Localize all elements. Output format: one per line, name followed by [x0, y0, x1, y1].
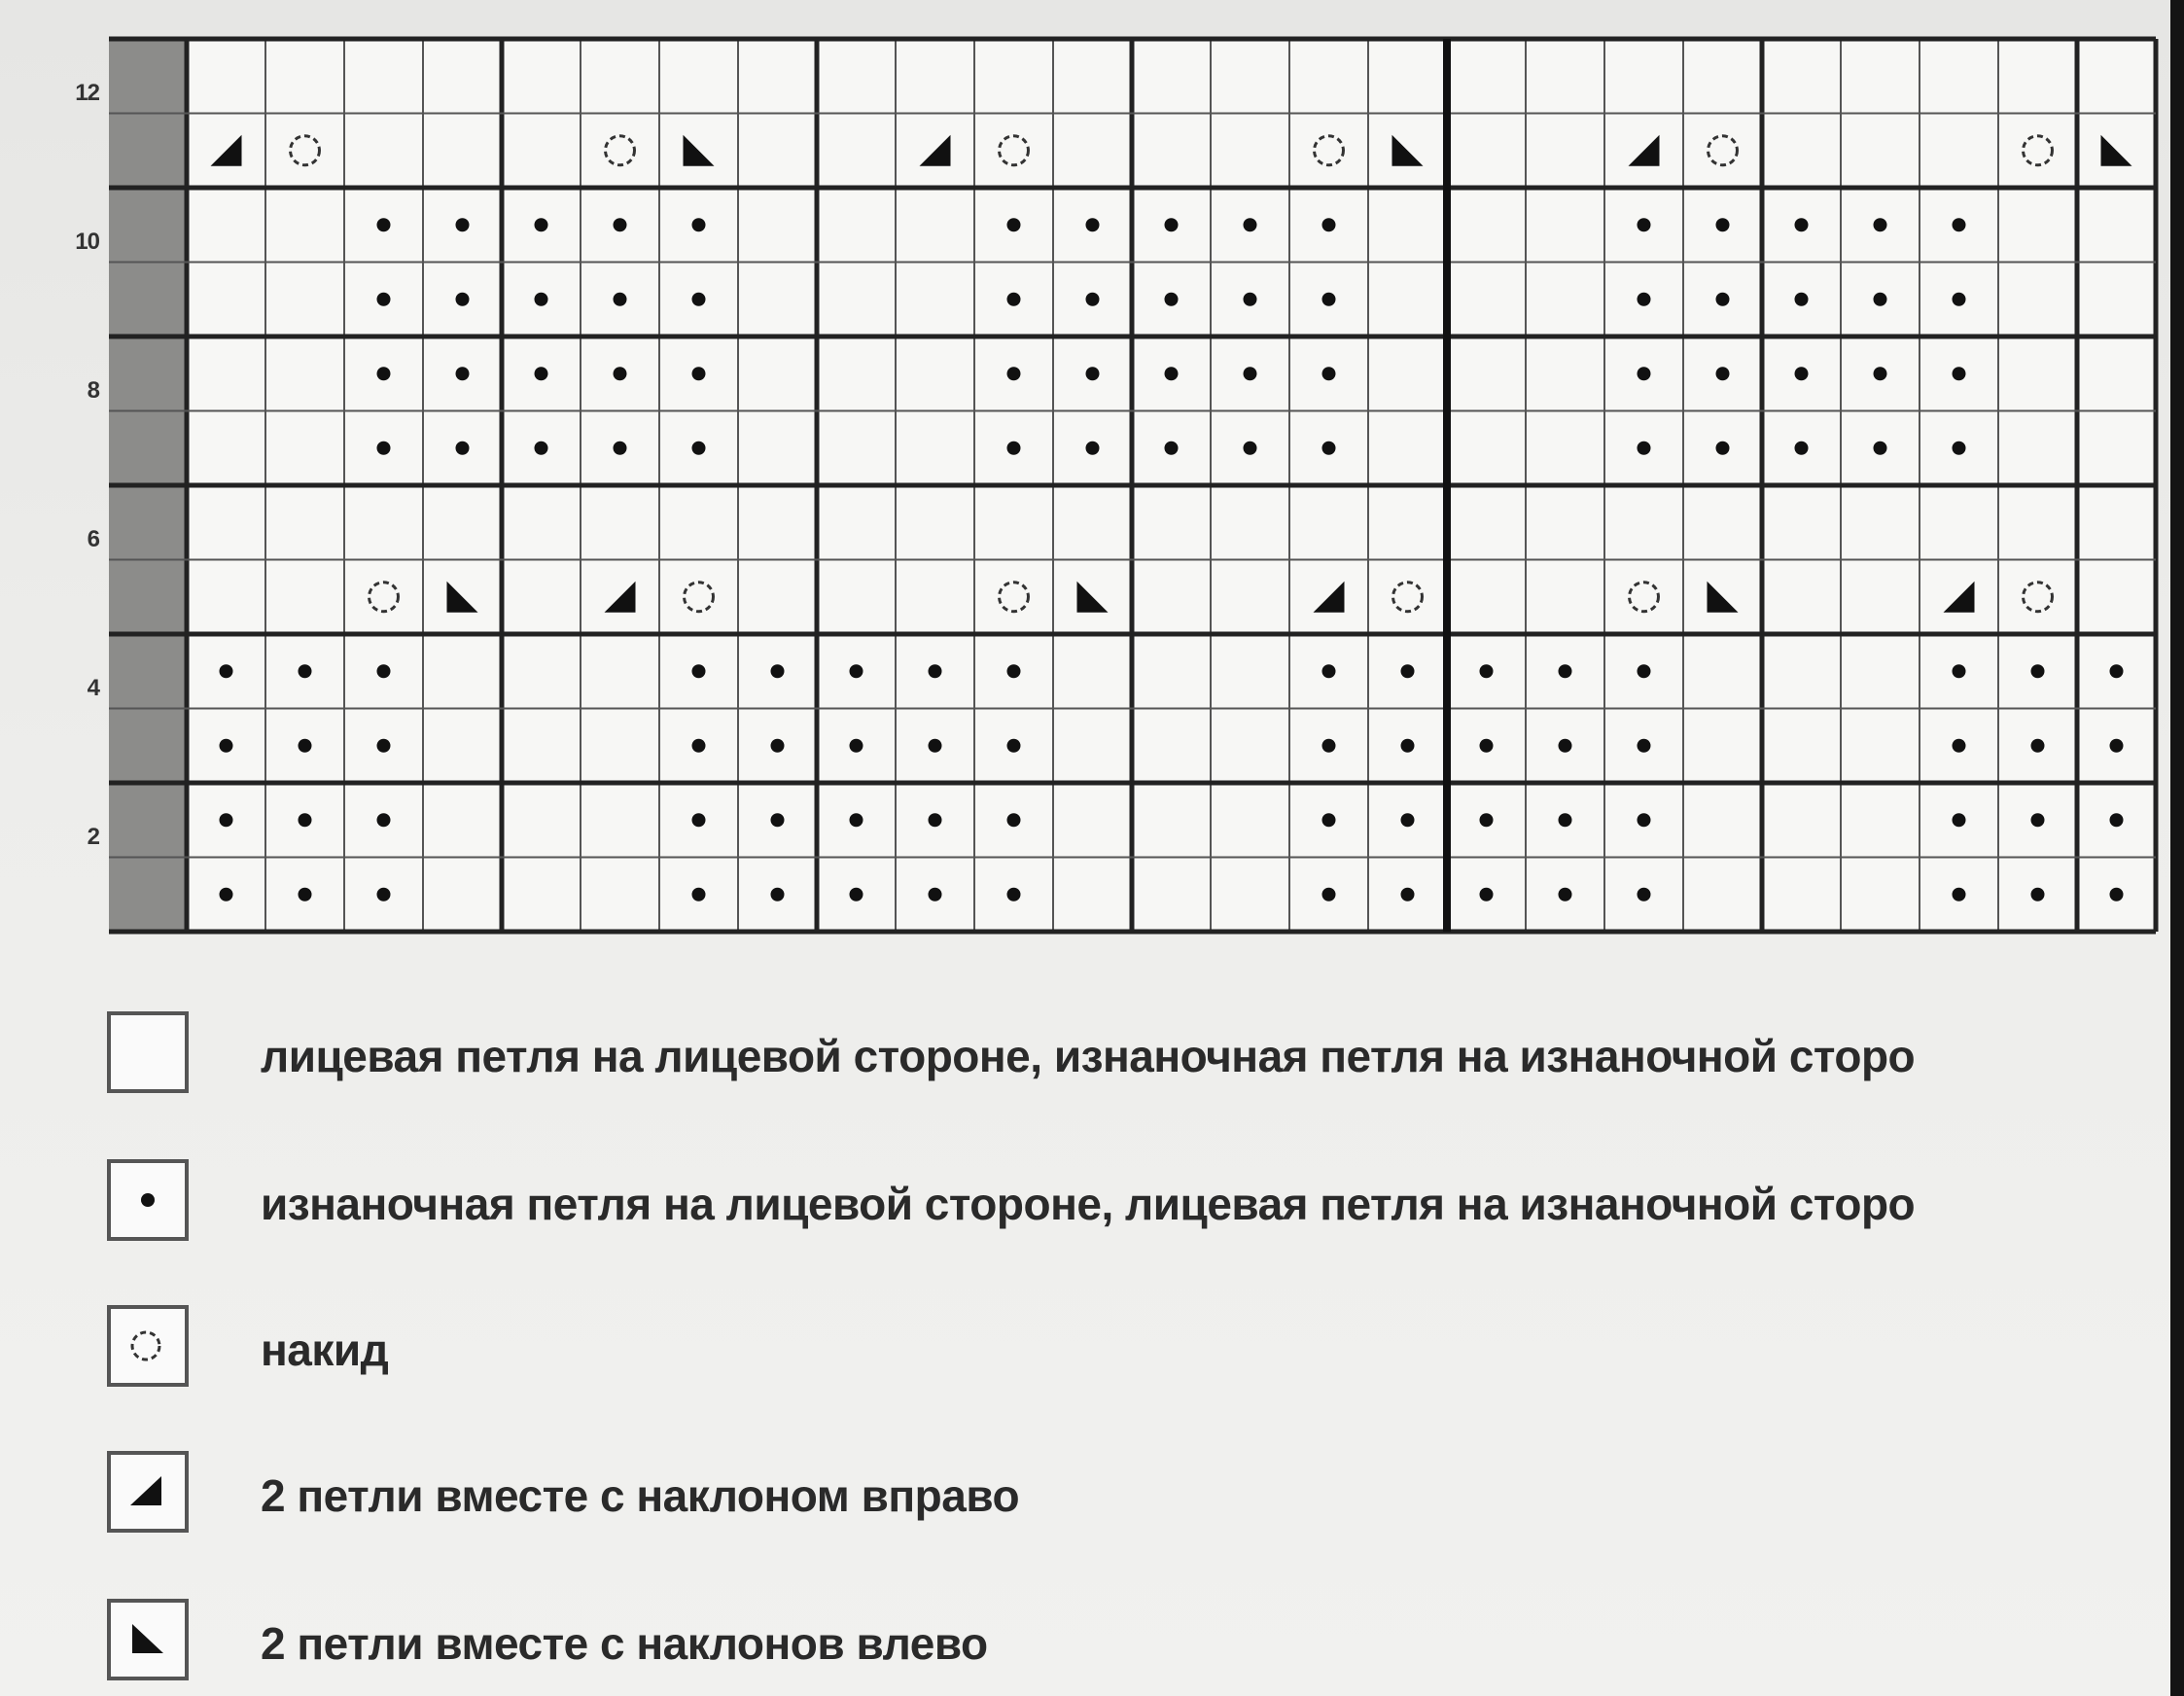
purl-stitch-symbol — [1401, 739, 1415, 753]
purl-stitch-symbol — [692, 739, 706, 753]
purl-stitch-symbol — [2031, 888, 2045, 901]
purl-stitch-symbol — [1795, 442, 1809, 455]
purl-stitch-symbol — [1795, 218, 1809, 231]
purl-stitch-symbol — [1007, 367, 1021, 380]
purl-stitch-symbol — [299, 813, 312, 827]
page-edge-shadow — [2170, 0, 2184, 1696]
purl-stitch-symbol — [2031, 739, 2045, 753]
purl-stitch-symbol — [377, 739, 391, 753]
purl-stitch-symbol — [377, 442, 391, 455]
legend-label: накид — [261, 1325, 389, 1375]
purl-stitch-symbol — [456, 293, 470, 306]
purl-stitch-symbol — [1322, 367, 1336, 380]
purl-stitch-symbol — [1638, 293, 1651, 306]
purl-stitch-symbol — [377, 813, 391, 827]
row-number-label: 6 — [87, 526, 99, 552]
purl-stitch-symbol — [2031, 664, 2045, 678]
purl-stitch-symbol — [1007, 664, 1021, 678]
purl-stitch-symbol — [220, 813, 233, 827]
purl-stitch-symbol — [377, 218, 391, 231]
purl-stitch-symbol — [1559, 739, 1572, 753]
purl-stitch-symbol — [1480, 664, 1494, 678]
purl-stitch-symbol — [614, 293, 627, 306]
purl-stitch-symbol — [850, 813, 863, 827]
purl-stitch-symbol — [1953, 664, 1966, 678]
purl-stitch-symbol — [2031, 813, 2045, 827]
purl-stitch-symbol — [1638, 739, 1651, 753]
purl-stitch-symbol — [220, 664, 233, 678]
purl-stitch-symbol — [1322, 664, 1336, 678]
purl-stitch-symbol — [1244, 442, 1257, 455]
row-number-label: 4 — [87, 675, 99, 701]
purl-stitch-symbol — [1716, 367, 1730, 380]
purl-stitch-symbol — [299, 888, 312, 901]
purl-stitch-symbol — [377, 293, 391, 306]
purl-stitch-symbol — [1795, 293, 1809, 306]
purl-stitch-symbol — [1007, 293, 1021, 306]
purl-stitch-symbol — [1086, 293, 1100, 306]
purl-stitch-symbol — [2110, 664, 2124, 678]
purl-stitch-symbol — [1874, 442, 1887, 455]
purl-stitch-symbol — [1244, 293, 1257, 306]
purl-stitch-symbol — [1716, 218, 1730, 231]
purl-stitch-symbol — [535, 293, 548, 306]
purl-stitch-symbol — [1244, 218, 1257, 231]
purl-stitch-symbol — [1401, 888, 1415, 901]
purl-stitch-symbol — [1322, 218, 1336, 231]
purl-stitch-symbol — [1401, 664, 1415, 678]
purl-stitch-symbol — [2110, 813, 2124, 827]
purl-stitch-symbol — [1953, 442, 1966, 455]
purl-stitch-symbol — [1007, 442, 1021, 455]
purl-stitch-symbol — [1953, 888, 1966, 901]
purl-stitch-symbol — [771, 813, 785, 827]
purl-stitch-symbol — [535, 218, 548, 231]
purl-stitch-symbol — [1874, 293, 1887, 306]
purl-stitch-symbol — [850, 739, 863, 753]
purl-stitch-symbol — [1953, 813, 1966, 827]
purl-stitch-symbol — [299, 739, 312, 753]
purl-stitch-symbol — [1953, 367, 1966, 380]
purl-stitch-symbol-icon — [107, 1159, 189, 1241]
purl-stitch-symbol — [1638, 888, 1651, 901]
purl-stitch-symbol — [1322, 293, 1336, 306]
purl-stitch-symbol — [692, 367, 706, 380]
purl-stitch-symbol — [1322, 442, 1336, 455]
purl-stitch-symbol — [771, 888, 785, 901]
purl-stitch-symbol — [850, 664, 863, 678]
row-number-label: 2 — [87, 824, 99, 850]
purl-stitch-symbol — [2110, 888, 2124, 901]
purl-stitch-symbol — [771, 664, 785, 678]
purl-stitch-symbol — [1480, 739, 1494, 753]
purl-stitch-symbol — [614, 367, 627, 380]
purl-stitch-symbol — [692, 218, 706, 231]
purl-stitch-symbol — [377, 664, 391, 678]
purl-stitch-symbol — [220, 888, 233, 901]
purl-stitch-symbol — [456, 367, 470, 380]
purl-stitch-symbol — [1638, 813, 1651, 827]
purl-stitch-symbol — [929, 664, 942, 678]
purl-stitch-symbol — [2110, 739, 2124, 753]
purl-stitch-symbol — [850, 888, 863, 901]
purl-stitch-symbol — [1165, 442, 1179, 455]
purl-stitch-symbol — [692, 813, 706, 827]
purl-stitch-symbol — [1007, 813, 1021, 827]
purl-stitch-symbol — [1007, 739, 1021, 753]
purl-stitch-symbol — [1559, 888, 1572, 901]
yarn-over-symbol-icon — [107, 1305, 189, 1387]
purl-stitch-symbol — [929, 739, 942, 753]
legend-label: изнаночная петля на лицевой стороне, лицевая петля на изнаночной сторо — [261, 1179, 1916, 1229]
purl-stitch-symbol — [1086, 442, 1100, 455]
purl-stitch-symbol — [1559, 664, 1572, 678]
purl-stitch-symbol — [692, 293, 706, 306]
legend-label: лицевая петля на лицевой стороне, изнаночная петля на изнаночной сторо — [261, 1031, 1916, 1081]
purl-stitch-symbol — [1716, 442, 1730, 455]
purl-stitch-symbol — [1086, 218, 1100, 231]
purl-stitch-symbol — [377, 888, 391, 901]
legend-label: 2 петли вместе с наклоном вправо — [261, 1470, 1020, 1521]
legend-label: 2 петли вместе с наклонов влево — [261, 1618, 988, 1669]
purl-stitch-symbol — [692, 888, 706, 901]
purl-stitch-symbol — [1953, 739, 1966, 753]
purl-stitch-symbol — [1165, 218, 1179, 231]
purl-stitch-symbol — [1322, 739, 1336, 753]
row-number-label: 8 — [87, 377, 99, 404]
purl-stitch-symbol — [1638, 664, 1651, 678]
purl-stitch-symbol — [1795, 367, 1809, 380]
purl-stitch-symbol — [1953, 218, 1966, 231]
purl-stitch-symbol — [929, 813, 942, 827]
purl-stitch-symbol — [1007, 888, 1021, 901]
purl-stitch-symbol — [1322, 888, 1336, 901]
purl-stitch-symbol — [929, 888, 942, 901]
row-number-label: 12 — [75, 80, 99, 106]
purl-stitch-symbol — [1165, 367, 1179, 380]
purl-stitch-symbol — [535, 367, 548, 380]
purl-stitch-symbol — [614, 218, 627, 231]
purl-stitch-symbol — [1559, 813, 1572, 827]
left-decrease-symbol-icon — [107, 1599, 189, 1680]
purl-stitch-symbol — [456, 442, 470, 455]
purl-stitch-symbol — [692, 664, 706, 678]
purl-stitch-symbol — [1086, 367, 1100, 380]
right-decrease-symbol-icon — [107, 1451, 189, 1533]
purl-stitch-symbol — [692, 442, 706, 455]
purl-stitch-symbol — [1480, 813, 1494, 827]
purl-stitch-symbol — [1322, 813, 1336, 827]
purl-stitch-symbol — [299, 664, 312, 678]
knitting-chart-grid — [109, 39, 2170, 934]
purl-stitch-symbol — [1638, 218, 1651, 231]
purl-stitch-symbol — [535, 442, 548, 455]
purl-stitch-symbol — [1874, 218, 1887, 231]
purl-stitch-symbol — [456, 218, 470, 231]
purl-stitch-symbol — [1874, 367, 1887, 380]
purl-stitch-symbol — [1638, 367, 1651, 380]
purl-stitch-symbol — [1007, 218, 1021, 231]
purl-stitch-symbol — [220, 739, 233, 753]
knit-stitch-symbol-icon — [107, 1011, 189, 1093]
purl-stitch-symbol — [1244, 367, 1257, 380]
purl-stitch-symbol — [1638, 442, 1651, 455]
purl-stitch-symbol — [1401, 813, 1415, 827]
purl-stitch-symbol — [1716, 293, 1730, 306]
purl-stitch-symbol — [614, 442, 627, 455]
purl-stitch-symbol — [771, 739, 785, 753]
purl-stitch-symbol — [1165, 293, 1179, 306]
purl-stitch-symbol — [1480, 888, 1494, 901]
purl-stitch-symbol — [377, 367, 391, 380]
row-number-label: 10 — [75, 229, 99, 255]
purl-stitch-symbol — [1953, 293, 1966, 306]
